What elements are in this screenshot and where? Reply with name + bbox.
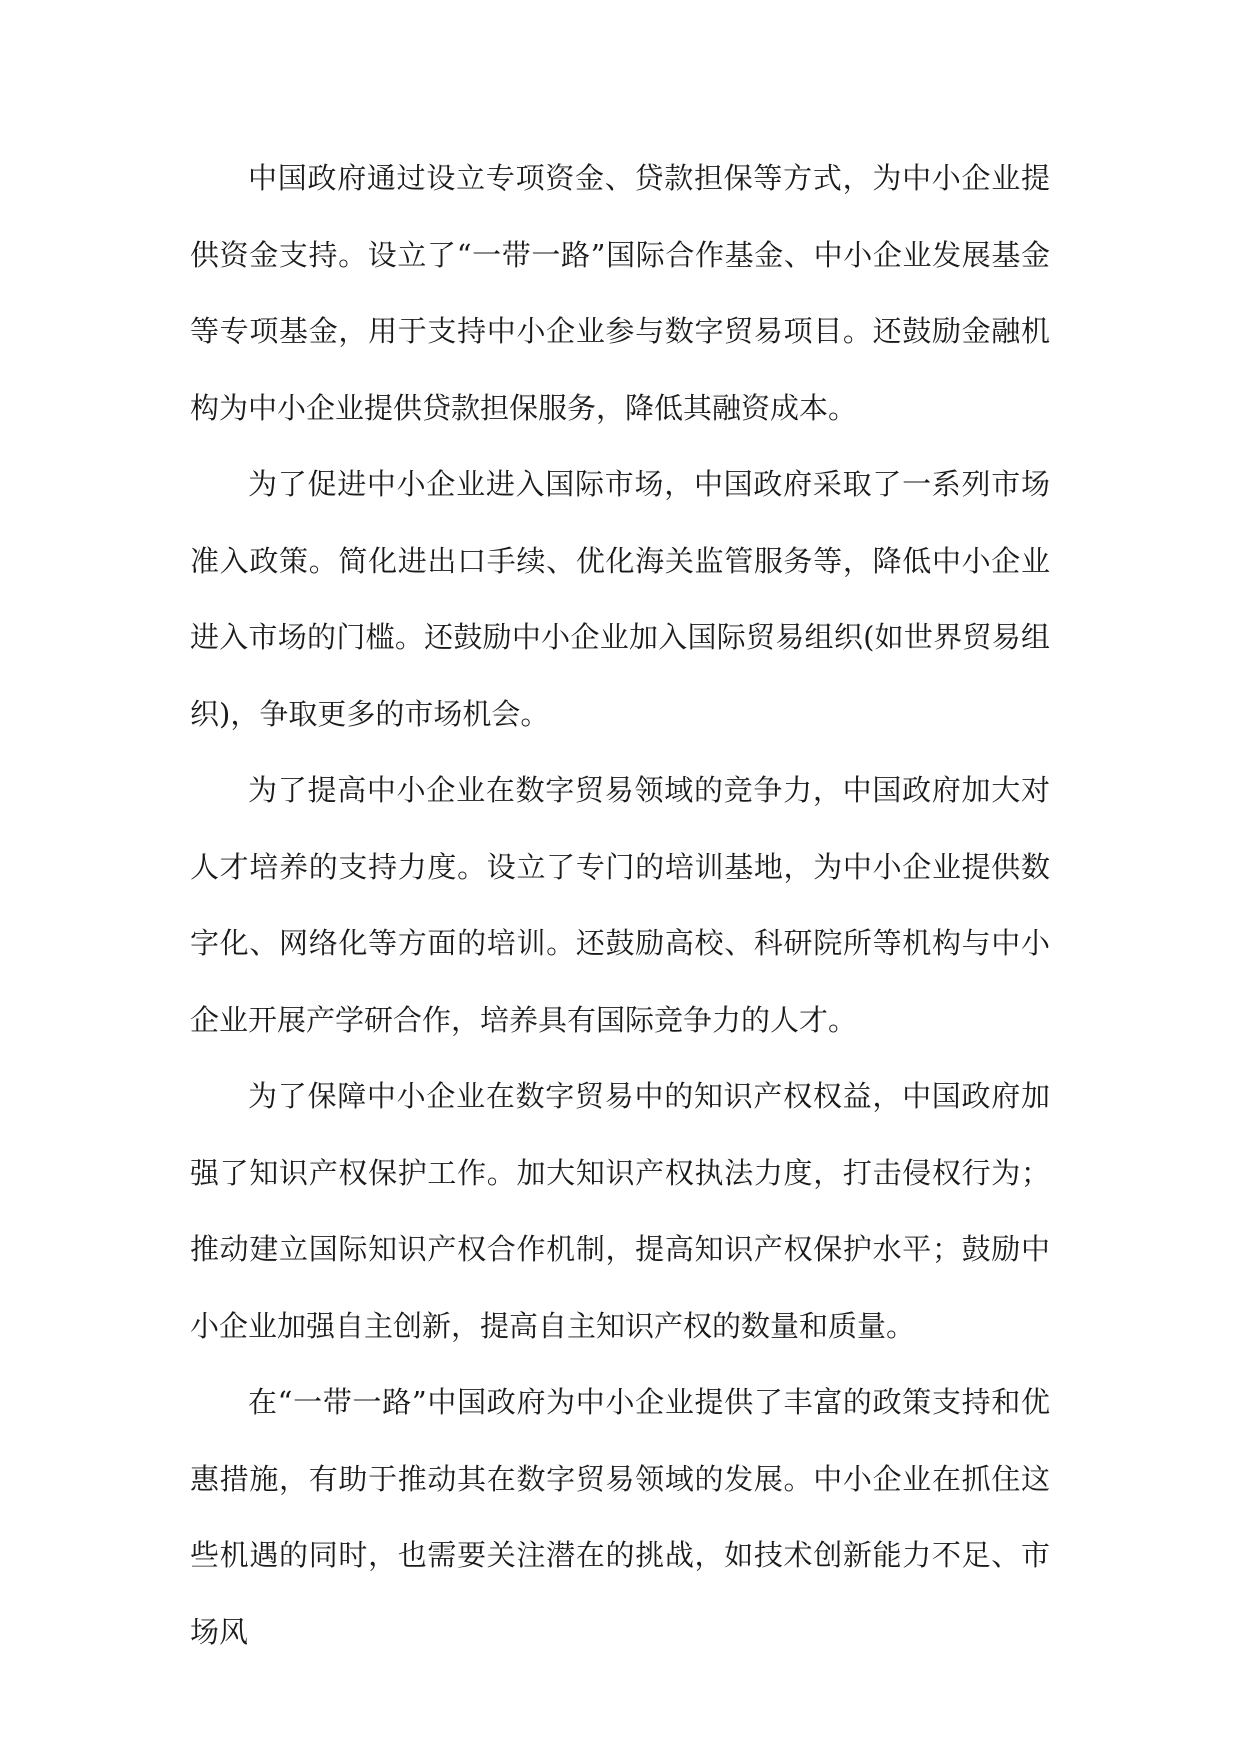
paragraph-talent-training: 为了提高中小企业在数字贸易领域的竞争力，中国政府加大对人才培养的支持力度。设立了专门的培训基地，为中小企业提供数字化、网络化等方面的培训。还鼓励高校、科研院所等机构与中小企业开展产学研合作，培养具有国际竞争力的人才。 xyxy=(190,773,1050,1037)
paragraph-ip-protection: 为了保障中小企业在数字贸易中的知识产权权益，中国政府加强了知识产权保护工作。加大知识产权执法力度，打击侵权行为；推动建立国际知识产权合作机制，提高知识产权保护水平；鼓励中小企业加强自主创新，提高自主知识产权的数量和质量。 xyxy=(190,1079,1050,1343)
paragraph-summary: 在“一带一路”中国政府为中小企业提供了丰富的政策支持和优惠措施，有助于推动其在数字贸易领域的发展。中小企业在抓住这些机遇的同时，也需要关注潜在的挑战，如技术创新能力不足、市场风 xyxy=(190,1385,1050,1649)
paragraph-market-access: 为了促进中小企业进入国际市场，中国政府采取了一系列市场准入政策。简化进出口手续、优化海关监管服务等，降低中小企业进入市场的门槛。还鼓励中小企业加入国际贸易组织(如世界贸易组织)，争取更多的市场机会。 xyxy=(190,467,1050,731)
document-body xyxy=(190,140,1050,1670)
paragraph-funding-support: 中国政府通过设立专项资金、贷款担保等方式，为中小企业提供资金支持。设立了“一带一路”国际合作基金、中小企业发展基金等专项基金，用于支持中小企业参与数字贸易项目。还鼓励金融机构为中小企业提供贷款担保服务，降低其融资成本。 xyxy=(190,161,1050,425)
